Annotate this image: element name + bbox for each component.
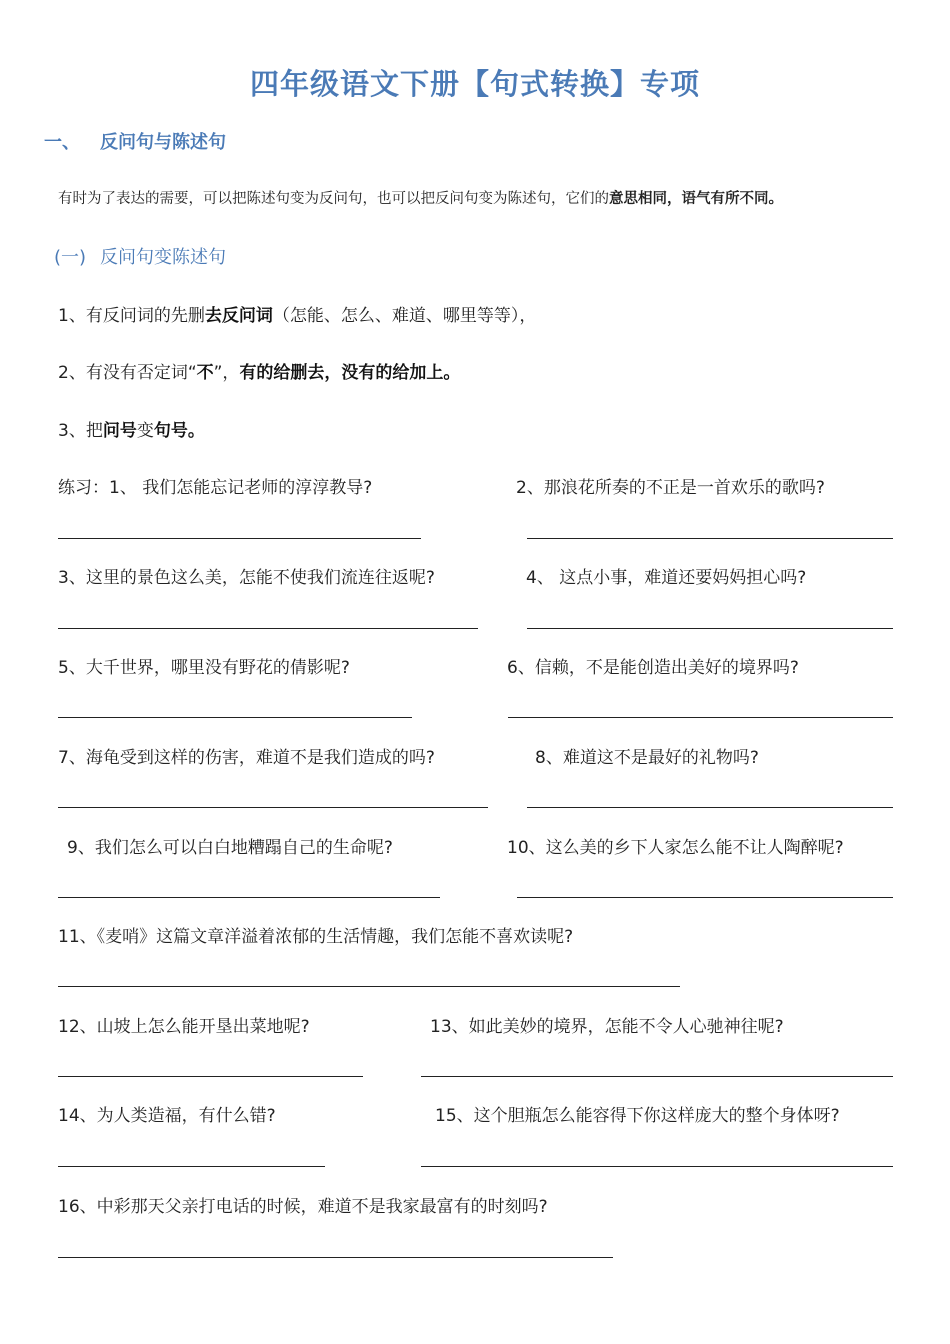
question-5: 5、大千世界，哪里没有野花的倩影呢? (58, 658, 350, 678)
rule-3 (58, 416, 205, 441)
page-title: 四年级语文下册【句式转换】专项 (249, 67, 700, 101)
rule-1-text: 1、有反问词的先删 (58, 306, 205, 326)
rule-3-bold: 问号 (102, 421, 137, 441)
answer-line-12[interactable] (58, 1076, 363, 1077)
question-9: 9、我们怎么可以白白地糟蹋自己的生命呢? (67, 838, 393, 858)
answer-line-10[interactable] (517, 897, 893, 898)
rule-3-bold2: 句号。 (153, 421, 205, 441)
question-2: 2、那浪花所奏的不正是一首欢乐的歌吗? (516, 478, 825, 498)
question-13: 13、如此美妙的境界，怎能不令人心驰神往呢? (430, 1017, 784, 1037)
intro-paragraph (58, 187, 783, 208)
answer-line-2[interactable] (527, 538, 893, 539)
subsection-title: 反问句变陈述句 (100, 247, 227, 268)
intro-text: 有时为了表达的需要，可以把陈述句变为反问句，也可以把反问句变为陈述句，它们的 (58, 191, 609, 207)
practice-label: 练习： (58, 478, 109, 498)
question-16: 16、中彩那天父亲打电话的时候，难道不是我家最富有的时刻吗? (58, 1197, 548, 1217)
question-3: 3、这里的景色这么美，怎能不使我们流连往返呢? (58, 568, 435, 588)
subsection-heading (54, 243, 226, 269)
answer-line-11[interactable] (58, 986, 680, 987)
rule-2 (58, 358, 460, 383)
question-1 (58, 473, 372, 498)
answer-line-16[interactable] (58, 1257, 613, 1258)
rule-1 (58, 301, 536, 326)
rule-2-text: 2、有没有否定词“ (58, 363, 197, 383)
section-title: 反问句与陈述句 (100, 132, 226, 153)
section-number: 一、 (44, 132, 80, 153)
subsection-number: (一) (54, 247, 87, 268)
answer-line-13[interactable] (421, 1076, 893, 1077)
answer-line-5[interactable] (58, 717, 412, 718)
intro-emphasis: 意思相同，语气有所不同。 (609, 191, 783, 207)
rule-1-suffix: （怎能、怎么、难道、哪里等等）， (272, 306, 537, 326)
answer-line-8[interactable] (527, 807, 893, 808)
rule-1-bold: 去反问词 (204, 306, 273, 326)
question-1-text: 1、 我们怎能忘记老师的淳淳教导? (109, 478, 373, 498)
question-12: 12、山坡上怎么能开垦出菜地呢? (58, 1017, 310, 1037)
answer-line-6[interactable] (508, 717, 893, 718)
answer-line-14[interactable] (58, 1166, 325, 1167)
question-6: 6、信赖，不是能创造出美好的境界吗? (507, 658, 799, 678)
answer-line-7[interactable] (58, 807, 488, 808)
answer-line-1[interactable] (58, 538, 421, 539)
rule-2-bold2: 有的给删去，没有的给加上。 (239, 363, 461, 383)
section-heading (44, 128, 226, 154)
question-8: 8、难道这不是最好的礼物吗? (535, 748, 759, 768)
question-15: 15、这个胆瓶怎么能容得下你这样庞大的整个身体呀? (435, 1106, 840, 1126)
question-7: 7、海龟受到这样的伤害，难道不是我们造成的吗? (58, 748, 435, 768)
rule-3-mid: 变 (136, 421, 154, 441)
answer-line-4[interactable] (527, 628, 893, 629)
answer-line-9[interactable] (58, 897, 440, 898)
rule-2-mid: ”， (213, 363, 240, 383)
rule-3-text: 3、把 (58, 421, 103, 441)
rule-2-bold: 不 (196, 363, 214, 383)
answer-line-15[interactable] (421, 1166, 893, 1167)
question-10: 10、这么美的乡下人家怎么能不让人陶醉呢? (507, 838, 844, 858)
question-14: 14、为人类造福，有什么错? (58, 1106, 276, 1126)
question-4: 4、 这点小事，难道还要妈妈担心吗? (526, 568, 807, 588)
question-11: 11、《麦哨》这篇文章洋溢着浓郁的生活情趣，我们怎能不喜欢读呢? (58, 927, 574, 947)
answer-line-3[interactable] (58, 628, 478, 629)
